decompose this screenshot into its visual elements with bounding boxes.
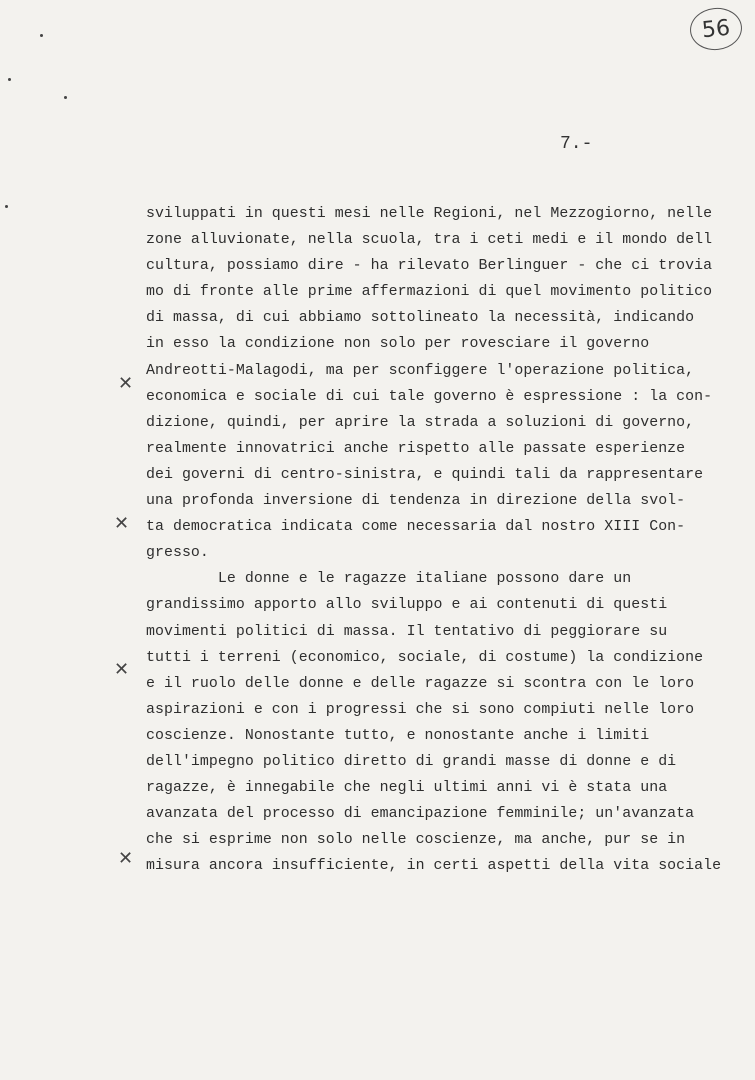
- text-line: avanzata del processo di emancipazione femminile; un'avanzata: [146, 806, 695, 823]
- page-number: 7.-: [560, 134, 593, 154]
- margin-cross-mark: ✕: [114, 659, 130, 680]
- text-line: zone alluvionate, nella scuola, tra i ceti medi e il mondo dell: [146, 232, 713, 249]
- text-line: economica e sociale di cui tale governo è espressione : la con-: [146, 388, 713, 405]
- text-line: e il ruolo delle donne e delle ragazze si scontra con le loro: [146, 675, 695, 692]
- text-line: grandissimo apporto allo sviluppo e ai contenuti di questi: [146, 597, 668, 614]
- text-line: realmente innovatrici anche rispetto alle passate esperienze: [146, 440, 686, 457]
- margin-cross-mark: ✕: [118, 373, 134, 394]
- text-line: di massa, di cui abbiamo sottolineato la necessità, indicando: [146, 310, 695, 327]
- text-line: movimenti politici di massa. Il tentativo di peggiorare su: [146, 623, 668, 640]
- page-stamp-number: 56: [700, 15, 732, 43]
- page-stamp: [688, 5, 744, 52]
- text-line: Le donne e le ragazze italiane possono dare un: [146, 571, 632, 588]
- text-line: misura ancora insufficiente, in certi aspetti della vita sociale: [146, 858, 722, 875]
- paper-speck: [8, 78, 11, 81]
- text-line: dell'impegno politico diretto di grandi masse di donne e di: [146, 753, 677, 770]
- paper-speck: [40, 34, 43, 37]
- body-text: [146, 201, 755, 879]
- text-line: una profonda inversione di tendenza in direzione della svol-: [146, 493, 686, 510]
- text-line: cultura, possiamo dire - ha rilevato Berlinguer - che ci trovia: [146, 258, 713, 275]
- text-line: sviluppati in questi mesi nelle Regioni, nel Mezzogiorno, nelle: [146, 206, 713, 222]
- text-line: ta democratica indicata come necessaria dal nostro XIII Con-: [146, 519, 686, 536]
- text-line: coscienze. Nonostante tutto, e nonostante anche i limiti: [146, 727, 650, 744]
- text-line: ragazze, è innegabile che negli ultimi anni vi è stata una: [146, 780, 668, 797]
- margin-cross-mark: ✕: [118, 848, 134, 869]
- text-line: che si esprime non solo nelle coscienze, ma anche, pur se in: [146, 832, 686, 849]
- text-line: Andreotti-Malagodi, ma per sconfiggere l'operazione politica,: [146, 362, 695, 379]
- text-line: aspirazioni e con i progressi che si sono compiuti nelle loro: [146, 701, 695, 718]
- text-line: dizione, quindi, per aprire la strada a soluzioni di governo,: [146, 414, 695, 431]
- text-line: gresso.: [146, 545, 209, 562]
- text-line: tutti i terreni (economico, sociale, di costume) la condizione: [146, 649, 704, 666]
- margin-cross-mark: ✕: [114, 513, 130, 534]
- text-line: dei governi di centro-sinistra, e quindi tali da rappresentare: [146, 466, 704, 483]
- paper-speck: [5, 205, 8, 208]
- paper-speck: [64, 96, 67, 99]
- text-line: mo di fronte alle prime affermazioni di quel movimento politico: [146, 284, 713, 301]
- text-line: in esso la condizione non solo per rovesciare il governo: [146, 336, 650, 353]
